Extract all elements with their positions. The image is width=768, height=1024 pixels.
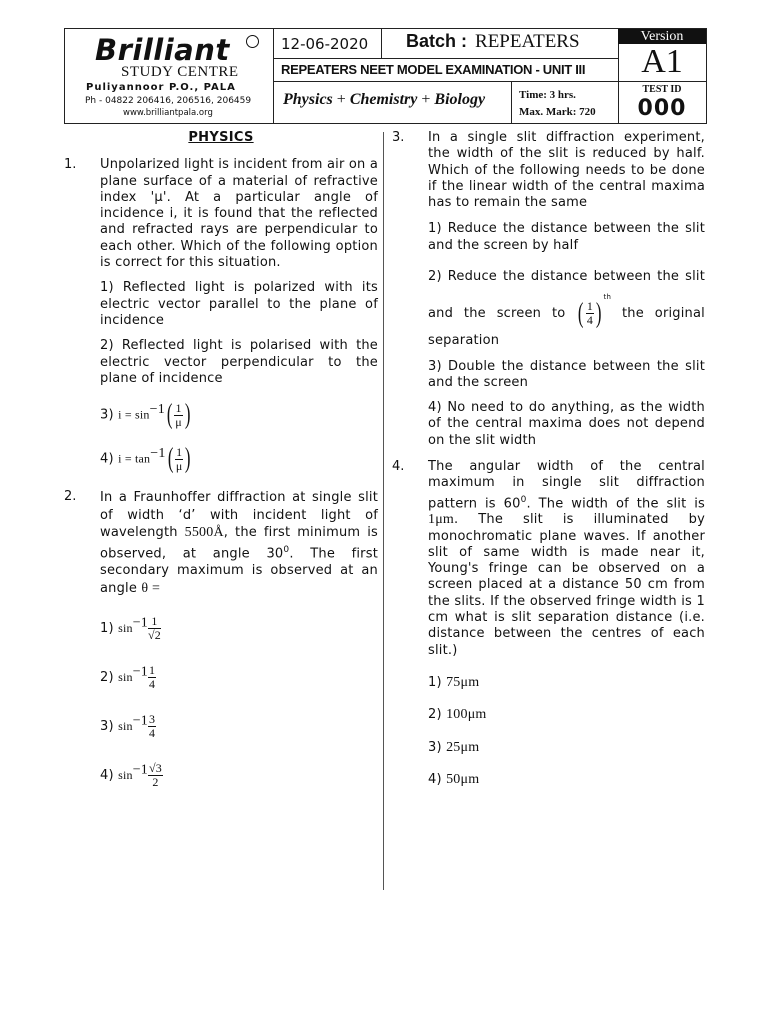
- function: sin: [118, 621, 133, 636]
- subject-physics: Physics: [283, 91, 333, 108]
- function: i = sin: [118, 407, 150, 422]
- option-4: [428, 772, 705, 788]
- plus-sign: +: [336, 91, 346, 108]
- batch-value: REPEATERS: [475, 31, 580, 52]
- wavelength-value: 5500: [184, 525, 214, 541]
- option-3: [100, 713, 378, 740]
- denominator: 4: [149, 726, 156, 741]
- numerator: √3: [149, 761, 162, 776]
- option-number: 3): [428, 739, 442, 755]
- divider: [618, 81, 706, 82]
- fraction: [148, 615, 161, 642]
- fraction: [174, 402, 182, 429]
- fraction-group: ( $\frac{1}{\mu}$ ): [167, 443, 191, 475]
- text-part: The angular width of the central maximum in single slit diffraction pattern is 60: [428, 459, 705, 511]
- option-4: [100, 762, 378, 789]
- centre-name: STUDY CENTRE: [121, 64, 239, 80]
- text-part: the original separation: [428, 306, 705, 348]
- option-number: 1): [100, 621, 114, 637]
- option-value: 25μm: [446, 739, 480, 755]
- option-number: 3): [100, 719, 114, 735]
- option-number: 4): [100, 768, 114, 784]
- date-cell: [273, 29, 382, 59]
- text-part: , the first minimum is observed, at angle 30: [100, 525, 378, 561]
- text-part: . The slit is illuminated by monochromatic plane waves. If another slit of same width is made near it, Young's fringe can be observed on a screen placed at a distance 50 cm from the slits. If the observed fringe width is 1 cm what is slit separation distance (i.e. distance between the centres of each slit.): [428, 512, 705, 658]
- denominator: 4: [149, 677, 156, 692]
- option-number: 3): [100, 407, 114, 423]
- fraction: [148, 713, 156, 740]
- fraction: [175, 446, 183, 473]
- fraction-group: ( $\frac{1}{4}$ ): [578, 297, 602, 329]
- inverse-sup: −1: [149, 402, 165, 418]
- fraction: [586, 300, 594, 327]
- option-2: [428, 266, 705, 351]
- numerator: 1: [176, 444, 183, 459]
- question-text: [428, 459, 705, 659]
- numerator: 1: [586, 299, 594, 314]
- option-value: 100μm: [446, 707, 487, 723]
- option-1: [100, 615, 378, 642]
- option-3: [428, 740, 705, 756]
- option-number: 2): [100, 670, 114, 686]
- function: sin: [118, 670, 133, 685]
- column-divider: [383, 132, 384, 890]
- theta: θ =: [141, 580, 161, 596]
- exam-date: 12-06-2020: [281, 35, 369, 53]
- option-4: 4) No need to do anything, as the width of the central maxima does not depend on the slit width: [428, 400, 705, 448]
- version-label: Version: [618, 29, 706, 44]
- angstrom-unit: Å: [213, 525, 224, 541]
- text-part: In a Fraunhoffer diffraction at single slit of width ‘d’ with incident light of wavelength: [100, 490, 378, 541]
- question-number: 4.: [392, 459, 405, 475]
- denominator: 2: [152, 775, 159, 790]
- left-column: [64, 130, 378, 789]
- option-2: [100, 664, 378, 691]
- option-value: 50μm: [446, 771, 480, 787]
- question-4: [392, 459, 705, 659]
- question-number: 3.: [392, 130, 405, 145]
- option-1: [428, 675, 705, 691]
- brand-logo: Brilliant: [95, 33, 230, 67]
- question-3: [392, 130, 705, 211]
- section-title: PHYSICS: [188, 130, 254, 145]
- denominator: 4: [586, 313, 594, 328]
- function: i = tan: [118, 451, 151, 466]
- option-2: [428, 707, 705, 723]
- option-2: 2) Reflected light is polarised with the electric vector perpendicular to the plane of incidence: [100, 338, 378, 386]
- inverse-sup: −1: [132, 616, 148, 632]
- denominator: μ: [175, 458, 183, 473]
- option-number: 4): [428, 771, 442, 787]
- option-value: 75μm: [446, 674, 480, 690]
- numerator: 1: [151, 614, 158, 629]
- subjects: [283, 91, 485, 109]
- slit-width: 1μm: [428, 512, 454, 528]
- exam-header: [64, 28, 707, 124]
- exam-title: REPEATERS NEET MODEL EXAMINATION - UNIT III: [281, 62, 586, 77]
- function: sin: [118, 719, 133, 734]
- text-part: 2) Reduce the distance between the slit and the screen to: [428, 269, 705, 322]
- max-mark: Max. Mark: 720: [519, 106, 596, 118]
- option-1: 1) Reflected light is polarized with its electric vector parallel to the plane of incidence: [100, 280, 378, 328]
- function: sin: [118, 768, 133, 783]
- fraction: [148, 762, 163, 789]
- question-1: [64, 157, 378, 271]
- fraction: [148, 664, 156, 691]
- question-2-options: [100, 615, 378, 789]
- test-id: 000: [637, 96, 687, 121]
- logo-block: [65, 29, 274, 123]
- question-2: [64, 489, 378, 597]
- ball-icon: [246, 35, 259, 48]
- address: Puliyannoor P.O., PALA: [86, 82, 236, 93]
- version-cell: [618, 29, 706, 123]
- batch-label: Batch :: [406, 31, 468, 51]
- question-4-options: [428, 675, 705, 788]
- phone-numbers: Ph - 04822 206416, 206516, 206459: [85, 96, 252, 106]
- subject-biology: Biology: [434, 91, 486, 108]
- time-and-marks: [519, 87, 596, 121]
- batch-cell: [381, 29, 619, 59]
- version-code: A1: [641, 43, 683, 80]
- right-column: [392, 130, 705, 788]
- plus-sign: +: [421, 91, 431, 108]
- inverse-sup: −1: [150, 446, 166, 462]
- website: www.brilliantpala.org: [123, 108, 213, 118]
- th-sup: th: [603, 293, 612, 302]
- subjects-cell: [273, 81, 512, 123]
- inverse-sup: −1: [132, 714, 148, 730]
- degree-sup: 0: [520, 494, 527, 505]
- exam-title-cell: [273, 58, 619, 82]
- time-cell: [511, 81, 619, 123]
- question-text: [100, 489, 378, 597]
- question-text: In a single slit diffraction experiment, the width of the slit is reduced by half. Which of the following needs to be done if the linear width of the central maxima has to remain the same: [428, 130, 705, 211]
- denominator: √2: [148, 628, 161, 643]
- question-1-options: [100, 280, 378, 475]
- option-number: 4): [100, 451, 114, 467]
- text-part: . The first secondary maximum is observed at an angle: [100, 545, 378, 596]
- option-3: [100, 399, 378, 431]
- question-number: 2.: [64, 489, 77, 505]
- text-part: . The width of the slit is: [526, 495, 705, 511]
- subject-chemistry: Chemistry: [349, 91, 418, 108]
- option-4: [100, 443, 378, 475]
- option-number: 2): [428, 707, 442, 723]
- option-1: 1) Reduce the distance between the slit and the screen by half: [428, 221, 705, 253]
- option-number: 1): [428, 674, 442, 690]
- test-id-label: TEST ID: [642, 84, 682, 95]
- fraction-group: ( $\frac{1}{\mu}$ ): [166, 399, 191, 431]
- question-3-options: [428, 221, 705, 449]
- denominator: μ: [175, 414, 182, 429]
- numerator: 1: [149, 663, 156, 678]
- inverse-sup: −1: [132, 763, 148, 779]
- question-number: 1.: [64, 157, 77, 173]
- numerator: 3: [149, 712, 156, 727]
- numerator: 1: [175, 400, 182, 415]
- degree-sup: 0: [283, 544, 290, 555]
- inverse-sup: −1: [132, 665, 148, 681]
- duration: Time: 3 hrs.: [519, 89, 576, 101]
- batch: [406, 31, 580, 53]
- option-3: 3) Double the distance between the slit and the screen: [428, 358, 705, 390]
- question-text: Unpolarized light is incident from air on a plane surface of a material of refractive index 'μ'. At a particular angle of incidence i, it is found that the reflected and refracted rays are perpendicular to each other. Which of the following option is correct for this situation.: [100, 157, 378, 271]
